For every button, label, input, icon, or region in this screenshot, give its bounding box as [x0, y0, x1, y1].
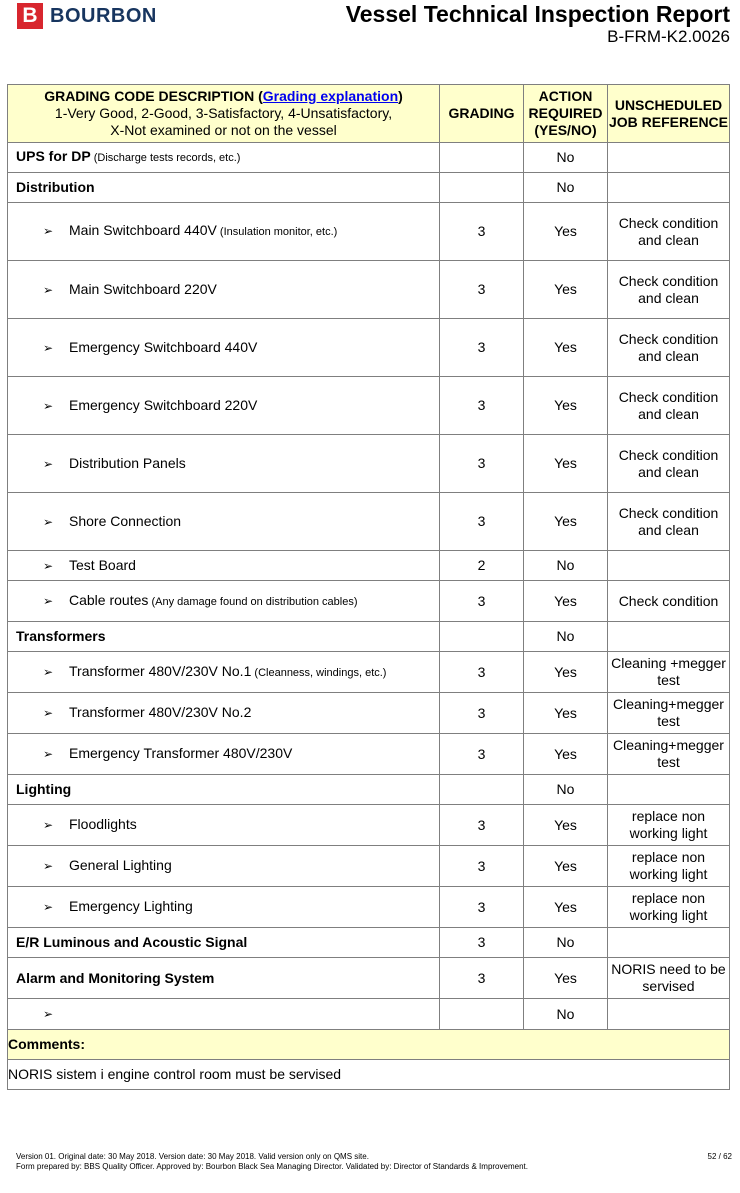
item-label: Transformers — [16, 628, 106, 644]
item-cell — [8, 775, 440, 805]
action-cell[interactable]: Yes — [524, 887, 608, 928]
item-cell — [8, 846, 440, 887]
table-row — [8, 775, 730, 805]
item-label: UPS for DP — [16, 148, 91, 164]
item-cell — [8, 551, 440, 581]
bullet-arrow-icon: ➢ — [43, 340, 54, 355]
action-cell[interactable]: Yes — [524, 581, 608, 622]
grading-cell[interactable]: 3 — [440, 846, 524, 887]
item-cell — [8, 143, 440, 173]
bullet-arrow-icon: ➢ — [43, 900, 54, 914]
item-cell — [8, 261, 440, 319]
item-label: Cable routes — [69, 591, 149, 608]
grading-cell[interactable]: 3 — [440, 693, 524, 734]
item-label: Emergency Switchboard 220V — [69, 396, 258, 413]
item-cell — [8, 734, 440, 775]
job-reference-cell[interactable] — [608, 551, 730, 581]
table-row — [8, 551, 730, 581]
grading-cell[interactable]: 3 — [440, 652, 524, 693]
action-cell[interactable]: Yes — [524, 319, 608, 377]
job-reference-cell[interactable]: Cleaning+megger test — [608, 693, 730, 734]
table-row — [8, 377, 730, 435]
job-reference-cell[interactable] — [608, 622, 730, 652]
job-reference-cell[interactable]: Check condition and clean — [608, 319, 730, 377]
bullet-arrow-icon: ➢ — [43, 224, 54, 238]
bullet-arrow-icon: ➢ — [43, 558, 54, 573]
bourbon-logo — [17, 3, 157, 29]
grading-cell[interactable]: 3 — [440, 581, 524, 622]
grading-cell[interactable]: 2 — [440, 551, 524, 581]
action-cell[interactable]: Yes — [524, 435, 608, 493]
item-label: Test Board — [69, 556, 136, 573]
job-reference-cell[interactable] — [608, 143, 730, 173]
table-row — [8, 652, 730, 693]
item-label: Transformer 480V/230V No.2 — [69, 704, 252, 720]
table-row — [8, 173, 730, 203]
action-cell[interactable]: Yes — [524, 693, 608, 734]
table-row — [8, 928, 730, 958]
item-cell — [8, 493, 440, 551]
item-label: Main Switchboard 220V — [69, 280, 217, 297]
table-row — [8, 805, 730, 846]
grading-code-description — [8, 85, 440, 143]
job-reference-cell[interactable]: Check condition and clean — [608, 203, 730, 261]
table-row — [8, 846, 730, 887]
item-cell — [8, 581, 440, 622]
action-cell[interactable]: No — [524, 143, 608, 173]
item-cell — [8, 319, 440, 377]
desc-line-1: 1-Very Good, 2-Good, 3-Satisfactory, 4-Unsatisfactory, — [54, 105, 393, 121]
action-cell[interactable]: No — [524, 551, 608, 581]
comments-text[interactable]: NORIS sistem i engine control room must be servised — [8, 1060, 730, 1090]
action-cell[interactable]: Yes — [524, 652, 608, 693]
grading-cell[interactable]: 3 — [440, 928, 524, 958]
job-reference-cell[interactable] — [608, 173, 730, 203]
bullet-arrow-icon: ➢ — [43, 282, 54, 297]
item-note: (Insulation monitor, etc.) — [216, 226, 338, 238]
item-cell — [8, 693, 440, 734]
grading-cell[interactable]: 3 — [440, 377, 524, 435]
table-row — [8, 734, 730, 775]
grading-cell[interactable] — [440, 775, 524, 805]
item-cell — [8, 928, 440, 958]
inspection-table — [7, 84, 730, 1090]
job-line-2: JOB REFERENCE — [608, 113, 729, 130]
job-reference-cell[interactable]: Check condition and clean — [608, 435, 730, 493]
job-reference-cell[interactable] — [608, 999, 730, 1030]
item-note: (Any damage found on distribution cables) — [148, 595, 358, 608]
item-label: Alarm and Monitoring System — [16, 969, 215, 986]
item-cell — [8, 622, 440, 652]
item-note: (Cleanness, windings, etc.) — [251, 666, 387, 679]
item-note: (Discharge tests records, etc.) — [90, 152, 241, 164]
bullet-arrow-icon: ➢ — [43, 456, 54, 471]
item-cell — [8, 203, 440, 261]
logo-mark: B — [17, 3, 43, 29]
grading-cell[interactable]: 3 — [440, 805, 524, 846]
grading-cell[interactable]: 3 — [440, 887, 524, 928]
bullet-arrow-icon: ➢ — [43, 859, 54, 873]
job-reference-cell[interactable]: Check condition and clean — [608, 261, 730, 319]
item-label: General Lighting — [69, 857, 172, 873]
bullet-arrow-icon: ➢ — [43, 747, 54, 761]
job-reference-cell[interactable] — [608, 928, 730, 958]
grading-cell[interactable] — [440, 622, 524, 652]
comments-body-row — [8, 1060, 730, 1090]
table-row — [8, 999, 730, 1030]
job-reference-cell[interactable]: Cleaning +megger test — [608, 652, 730, 693]
action-cell[interactable]: Yes — [524, 846, 608, 887]
table-row — [8, 319, 730, 377]
action-line-1: ACTION — [538, 88, 593, 104]
table-row — [8, 261, 730, 319]
desc-title-post: ) — [398, 88, 403, 104]
action-cell[interactable]: Yes — [524, 261, 608, 319]
footer-line-2: Form prepared by: BBS Quality Officer. Approved by: Bourbon Black Sea Managing Director. Validated by: Director of Standards & Improvement. — [16, 1162, 528, 1171]
item-label: Distribution — [16, 179, 95, 195]
grading-cell[interactable]: 3 — [440, 435, 524, 493]
job-reference-cell[interactable] — [608, 775, 730, 805]
item-label: Emergency Lighting — [69, 898, 193, 914]
grading-cell[interactable]: 3 — [440, 203, 524, 261]
grading-cell[interactable]: 3 — [440, 734, 524, 775]
desc-title-pre: GRADING CODE DESCRIPTION ( — [44, 88, 263, 104]
item-cell — [8, 887, 440, 928]
item-label: Emergency Switchboard 440V — [69, 338, 258, 355]
item-label: Floodlights — [69, 816, 137, 832]
bullet-arrow-icon: ➢ — [43, 1007, 54, 1021]
action-cell[interactable]: Yes — [524, 377, 608, 435]
bullet-arrow-icon: ➢ — [43, 706, 54, 720]
bullet-arrow-icon: ➢ — [43, 664, 54, 679]
action-cell[interactable]: Yes — [524, 958, 608, 999]
grading-cell[interactable]: 3 — [440, 493, 524, 551]
page-number: 52 / 62 — [707, 1152, 732, 1161]
action-line-3: (YES/NO) — [534, 122, 597, 138]
job-reference-header — [608, 85, 730, 143]
table-row — [8, 143, 730, 173]
grading-cell[interactable]: 3 — [440, 958, 524, 999]
table-row — [8, 622, 730, 652]
action-cell[interactable]: Yes — [524, 805, 608, 846]
grading-cell[interactable] — [440, 999, 524, 1030]
footer-line-1: Version 01. Original date: 30 May 2018. Version date: 30 May 2018. Valid version only on QMS site. — [16, 1152, 369, 1161]
action-cell[interactable]: Yes — [524, 493, 608, 551]
bullet-arrow-icon: ➢ — [43, 514, 54, 529]
action-cell[interactable]: Yes — [524, 203, 608, 261]
table-header-row — [8, 85, 730, 143]
bullet-arrow-icon: ➢ — [43, 593, 54, 608]
table-row — [8, 693, 730, 734]
item-cell — [8, 805, 440, 846]
item-cell — [8, 435, 440, 493]
table-row — [8, 581, 730, 622]
item-label: Distribution Panels — [69, 454, 186, 471]
comments-label: Comments: — [8, 1030, 730, 1060]
item-label: Lighting — [16, 781, 72, 797]
item-label: Emergency Transformer 480V/230V — [69, 745, 293, 761]
job-reference-cell[interactable]: replace non working light — [608, 805, 730, 846]
table-row — [8, 435, 730, 493]
bullet-arrow-icon: ➢ — [43, 818, 54, 832]
item-cell — [8, 958, 440, 999]
action-cell[interactable]: No — [524, 928, 608, 958]
action-cell[interactable]: No — [524, 999, 608, 1030]
item-cell — [8, 999, 440, 1030]
item-label: Shore Connection — [69, 512, 182, 529]
page-title: Vessel Technical Inspection Report — [345, 1, 730, 27]
action-cell[interactable]: No — [524, 775, 608, 805]
grading-explanation-link[interactable]: Grading explanation — [262, 88, 399, 104]
comments-header-row — [8, 1030, 730, 1060]
form-code: B-FRM-K2.0026 — [607, 27, 730, 46]
item-cell — [8, 652, 440, 693]
job-reference-cell[interactable]: Check condition — [608, 581, 730, 622]
job-reference-cell[interactable]: Check condition and clean — [608, 493, 730, 551]
table-row — [8, 493, 730, 551]
action-required-header — [524, 85, 608, 143]
item-label: Transformer 480V/230V No.1 — [69, 662, 252, 679]
item-label: Main Switchboard 440V — [69, 222, 217, 238]
action-cell[interactable]: No — [524, 173, 608, 203]
item-cell — [8, 377, 440, 435]
table-row — [8, 203, 730, 261]
action-cell[interactable]: Yes — [524, 734, 608, 775]
grading-cell[interactable]: 3 — [440, 261, 524, 319]
job-reference-cell[interactable]: replace non working light — [608, 846, 730, 887]
table-row — [8, 887, 730, 928]
action-line-2: REQUIRED — [528, 105, 603, 121]
grading-cell[interactable] — [440, 143, 524, 173]
action-cell[interactable]: No — [524, 622, 608, 652]
job-reference-cell[interactable]: Check condition and clean — [608, 377, 730, 435]
grading-cell[interactable] — [440, 173, 524, 203]
job-reference-cell[interactable]: replace non working light — [608, 887, 730, 928]
bullet-arrow-icon: ➢ — [43, 398, 54, 413]
footer — [16, 1152, 732, 1172]
desc-line-2: X-Not examined or not on the vessel — [110, 122, 337, 138]
job-line-1: UNSCHEDULED — [614, 96, 723, 113]
item-cell — [8, 173, 440, 203]
logo-text: BOURBON — [50, 4, 157, 27]
job-reference-cell[interactable]: NORIS need to be servised — [608, 958, 730, 999]
grading-header: GRADING — [440, 85, 524, 143]
table-row — [8, 958, 730, 999]
job-reference-cell[interactable]: Cleaning+megger test — [608, 734, 730, 775]
item-label: E/R Luminous and Acoustic Signal — [16, 934, 248, 950]
grading-cell[interactable]: 3 — [440, 319, 524, 377]
